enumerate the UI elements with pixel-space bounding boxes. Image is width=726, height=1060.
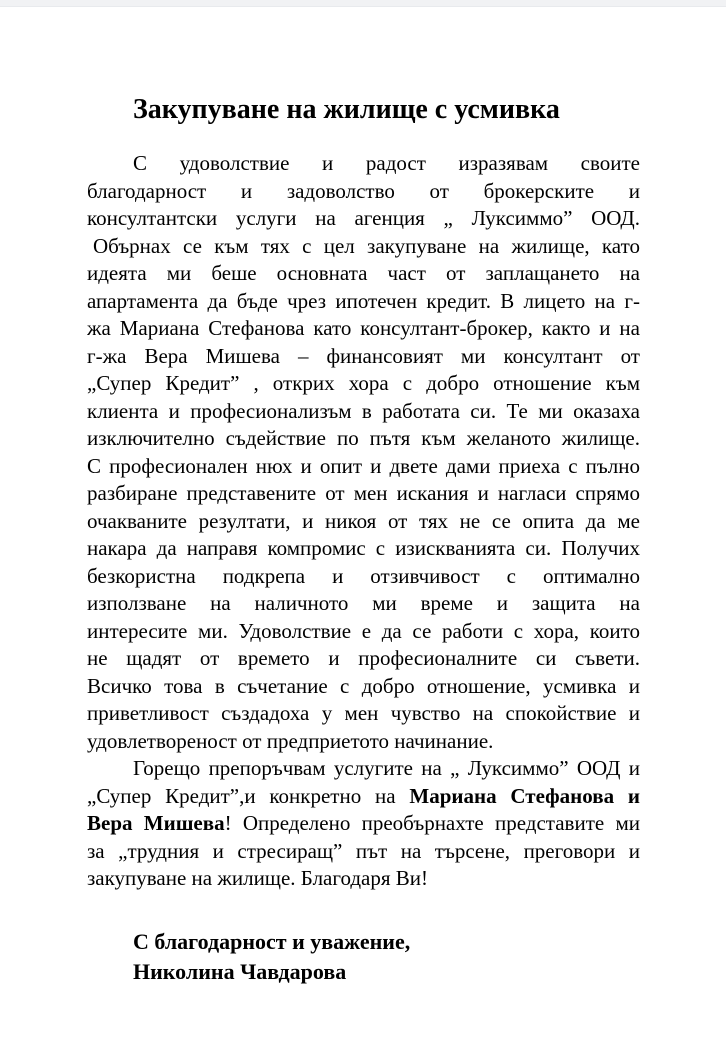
text-run: изключително съдействие по пътя към желаното жилище.	[87, 426, 640, 450]
body-line	[87, 618, 640, 646]
body-line	[87, 755, 640, 783]
bold-text-run: Мариана Стефанова и	[409, 783, 640, 808]
text-run: Всичко това в съчетание с добро отношение, усмивка и	[87, 673, 640, 698]
body-line	[87, 563, 640, 591]
text-run: консултантски услуги на агенция „ Луксиммо” ООД.	[87, 206, 640, 230]
text-run: закупуване на жилище. Благодаря Ви!	[87, 866, 429, 890]
text-run: идеята ми беше основната част от заплащането на	[87, 261, 640, 285]
text-run: „Супер Кредит”,и конкретно на	[87, 783, 410, 808]
body-line	[87, 453, 640, 481]
body-line	[87, 205, 640, 233]
body-line	[87, 700, 640, 728]
text-run: приветливост създадоха у мен чувство на спокойствие и	[87, 701, 640, 725]
text-run: клиента и професионализъм в работата си. Те ми оказаха	[87, 398, 640, 423]
letter-body	[87, 150, 640, 893]
top-edge-strip	[0, 0, 726, 7]
body-line	[87, 315, 640, 343]
text-run: използване на наличното ми време и защита на	[87, 591, 640, 615]
body-line	[87, 535, 640, 563]
text-run: апартамента да бъде чрез ипотечен кредит. В лицето на г-	[87, 288, 640, 313]
body-line	[87, 783, 640, 811]
body-line	[87, 288, 640, 316]
signature-closing: С благодарност и уважение,	[133, 928, 411, 954]
text-run: С удоволствие и радост изразявам своите	[133, 151, 640, 175]
body-line	[87, 590, 640, 618]
text-run: безкористна подкрепа и отзивчивост с оптимално	[87, 563, 640, 588]
text-run: очакваните резултати, и никоя от тях не се опита да ме	[87, 508, 640, 533]
body-line	[87, 645, 640, 673]
body-line	[87, 508, 640, 536]
text-run: г-жа Вера Мишева – финансовият ми консултант от	[87, 343, 640, 368]
text-run: С професионален нюх и опит и двете дами приеха с пълно	[87, 453, 640, 478]
text-run: не щадят от времето и професионалните си съвети.	[87, 646, 640, 670]
body-line	[87, 398, 640, 426]
signature-name: Николина Чавдарова	[133, 958, 347, 984]
body-line	[87, 150, 640, 178]
body-line	[87, 480, 640, 508]
body-line	[87, 343, 640, 371]
text-run: Горещо препоръчвам услугите на „ Луксиммо” ООД и	[133, 756, 640, 780]
text-run: „Супер Кредит” , открих хора с добро отношение към	[87, 371, 640, 395]
text-run: жа Мариана Стефанова като консултант-брокер, както и на	[87, 316, 640, 340]
text-run: удовлетвореност от предприетото начинание.	[87, 728, 494, 753]
text-run: интересите ми. Удоволствие е да се работи с хора, които	[87, 618, 640, 643]
body-line	[87, 233, 640, 261]
body-line	[87, 178, 640, 206]
document-title: Закупуване на жилище с усмивка	[133, 94, 560, 125]
text-run: благодарност и задоволство от брокерските и	[87, 178, 640, 203]
text-run: накара да направя компромис с изискванията си. Получих	[87, 536, 640, 560]
body-line	[87, 728, 640, 756]
letter-content	[87, 94, 640, 987]
body-line	[87, 425, 640, 453]
body-line	[87, 260, 640, 288]
body-line	[87, 865, 640, 893]
body-line	[87, 810, 640, 838]
text-run: за „трудния и стресиращ” път на търсене, преговори и	[87, 838, 640, 863]
body-line	[87, 370, 640, 398]
body-line	[87, 838, 640, 866]
body-line	[87, 673, 640, 701]
signature-block	[87, 927, 640, 987]
text-run: Обърнах се към тях с цел закупуване на жилище, като	[93, 233, 640, 258]
text-run: разбиране представените от мен искания и нагласи спрямо	[87, 481, 640, 505]
text-run: ! Определено преобърнахте представите ми	[224, 811, 640, 835]
bold-text-run: Вера Мишева	[87, 811, 225, 835]
